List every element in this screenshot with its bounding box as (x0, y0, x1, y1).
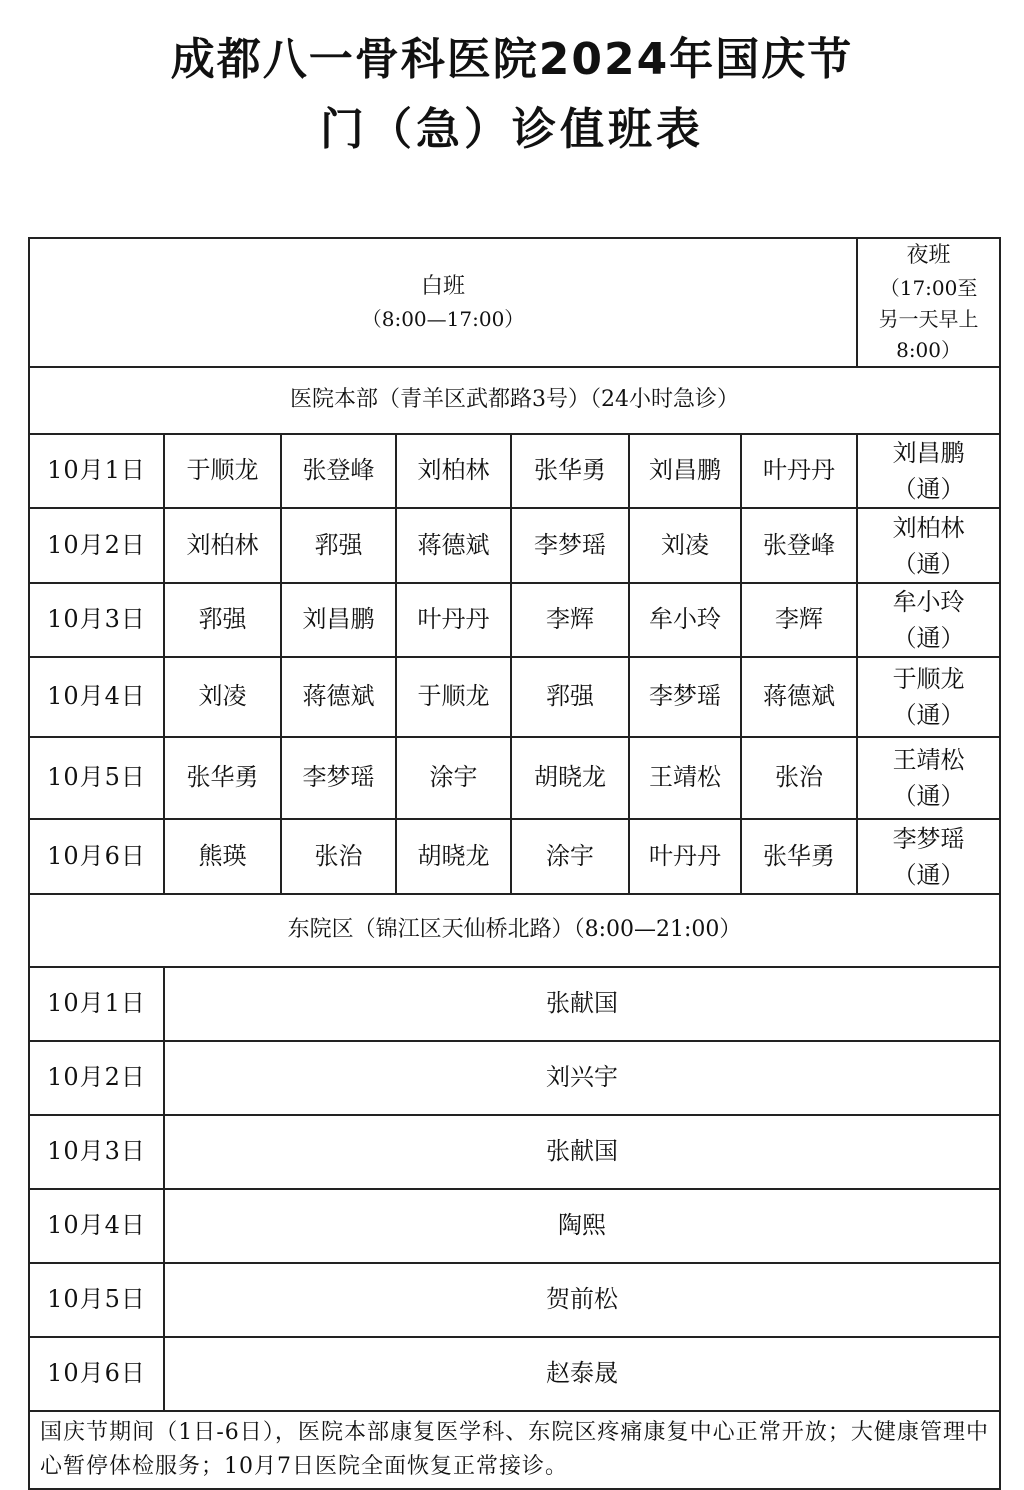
east-campus-row (29, 967, 1000, 1041)
day-shift-doctor: 张华勇 (741, 819, 857, 894)
date-cell: 10月2日 (29, 508, 164, 583)
day-shift-doctor: 张华勇 (164, 737, 281, 819)
night-shift-doctor: 于顺龙 (892, 665, 965, 694)
night-shift-label: 夜班 (906, 243, 951, 268)
day-shift-header (29, 238, 857, 367)
day-shift-doctor: 熊瑛 (164, 819, 281, 894)
main-campus-row (29, 434, 1000, 508)
date-cell: 10月1日 (29, 434, 164, 508)
night-shift-header (857, 238, 1000, 367)
day-shift-doctor: 于顺龙 (164, 434, 281, 508)
day-shift-doctor: 郛强 (164, 583, 281, 657)
main-campus-row (29, 657, 1000, 737)
night-shift-doctor: 刘柏林 (892, 513, 965, 542)
night-shift-cell (857, 657, 1000, 737)
footer-note: 国庆节期间（1日-6日），医院本部康复医学科、东院区疼痛康复中心正常开放；大健康管理中心暂停体检服务；10月7日医院全面恢复正常接诊。 (29, 1411, 1000, 1489)
date-cell: 10月4日 (29, 657, 164, 737)
night-shift-doctor: 王靖松 (892, 746, 965, 775)
day-shift-doctor: 李辉 (511, 583, 629, 657)
footer-note-row (29, 1411, 1000, 1489)
day-shift-doctor: 刘柏林 (396, 434, 511, 508)
date-cell: 10月5日 (29, 737, 164, 819)
day-shift-doctor: 蒋德斌 (741, 657, 857, 737)
east-campus-doctor: 张献国 (164, 967, 1000, 1041)
day-shift-doctor: 胡晓龙 (511, 737, 629, 819)
east-campus-doctor: 刘兴宇 (164, 1041, 1000, 1115)
day-shift-doctor: 叶丹丹 (741, 434, 857, 508)
day-shift-label: 白班 (421, 274, 466, 299)
day-shift-doctor: 牟小玲 (629, 583, 741, 657)
night-shift-note: （通） (892, 860, 965, 889)
day-shift-doctor: 刘凌 (164, 657, 281, 737)
east-campus-row (29, 1115, 1000, 1189)
day-shift-doctor: 李梦瑶 (281, 737, 396, 819)
day-shift-time: （8:00—17:00） (361, 307, 525, 332)
night-shift-time-end: 另一天早上8:00） (878, 307, 979, 363)
night-shift-note: （通） (892, 624, 965, 653)
day-shift-doctor: 蒋德斌 (396, 508, 511, 583)
night-shift-cell (857, 434, 1000, 508)
day-shift-doctor: 李辉 (741, 583, 857, 657)
date-cell: 10月2日 (29, 1041, 164, 1115)
day-shift-doctor: 刘昌鹏 (281, 583, 396, 657)
date-cell: 10月3日 (29, 1115, 164, 1189)
day-shift-doctor: 张登峰 (281, 434, 396, 508)
day-shift-doctor: 蒋德斌 (281, 657, 396, 737)
main-campus-section-title: 医院本部（青羊区武都路3号）（24小时急诊） (29, 367, 1000, 434)
east-campus-row (29, 1041, 1000, 1115)
day-shift-doctor: 李梦瑶 (511, 508, 629, 583)
day-shift-doctor: 张治 (741, 737, 857, 819)
day-shift-doctor: 涂宇 (511, 819, 629, 894)
date-cell: 10月1日 (29, 967, 164, 1041)
day-shift-doctor: 郛强 (511, 657, 629, 737)
night-shift-time-start: （17:00至 (879, 276, 978, 301)
main-campus-row (29, 508, 1000, 583)
day-shift-doctor: 刘凌 (629, 508, 741, 583)
east-campus-doctor: 贺前松 (164, 1263, 1000, 1337)
date-cell: 10月6日 (29, 1337, 164, 1411)
night-shift-cell (857, 737, 1000, 819)
date-cell: 10月3日 (29, 583, 164, 657)
duty-roster-table (28, 237, 1001, 1490)
east-campus-doctor: 赵泰晟 (164, 1337, 1000, 1411)
document-subtitle: 门（急）诊值班表 (320, 104, 704, 155)
night-shift-doctor: 牟小玲 (892, 588, 965, 617)
day-shift-doctor: 叶丹丹 (629, 819, 741, 894)
day-shift-doctor: 涂宇 (396, 737, 511, 819)
day-shift-doctor: 李梦瑶 (629, 657, 741, 737)
night-shift-doctor: 刘昌鹏 (892, 439, 965, 468)
night-shift-cell (857, 583, 1000, 657)
night-shift-note: （通） (892, 549, 965, 578)
day-shift-doctor: 刘柏林 (164, 508, 281, 583)
main-campus-row (29, 583, 1000, 657)
east-campus-row (29, 1337, 1000, 1411)
east-campus-doctor: 张献国 (164, 1115, 1000, 1189)
night-shift-note: （通） (892, 701, 965, 730)
night-shift-note: （通） (892, 475, 965, 504)
east-campus-row (29, 1189, 1000, 1263)
east-campus-section-title: 东院区（锦江区天仙桥北路）（8:00—21:00） (29, 894, 1000, 967)
night-shift-doctor: 李梦瑶 (892, 824, 965, 853)
date-cell: 10月4日 (29, 1189, 164, 1263)
day-shift-doctor: 张治 (281, 819, 396, 894)
day-shift-doctor: 叶丹丹 (396, 583, 511, 657)
day-shift-doctor: 郛强 (281, 508, 396, 583)
night-shift-note: （通） (892, 782, 965, 811)
main-campus-row (29, 819, 1000, 894)
day-shift-doctor: 于顺龙 (396, 657, 511, 737)
day-shift-doctor: 胡晓龙 (396, 819, 511, 894)
night-shift-cell (857, 819, 1000, 894)
main-campus-row (29, 737, 1000, 819)
main-campus-section-row (29, 367, 1000, 434)
day-shift-doctor: 王靖松 (629, 737, 741, 819)
night-shift-cell (857, 508, 1000, 583)
date-cell: 10月5日 (29, 1263, 164, 1337)
day-shift-doctor: 张华勇 (511, 434, 629, 508)
day-shift-doctor: 张登峰 (741, 508, 857, 583)
date-cell: 10月6日 (29, 819, 164, 894)
east-campus-row (29, 1263, 1000, 1337)
document-title: 成都八一骨科医院2024年国庆节 (170, 34, 854, 85)
east-campus-section-row (29, 894, 1000, 967)
east-campus-doctor: 陶熙 (164, 1189, 1000, 1263)
day-shift-doctor: 刘昌鹏 (629, 434, 741, 508)
header-row (29, 238, 1000, 367)
